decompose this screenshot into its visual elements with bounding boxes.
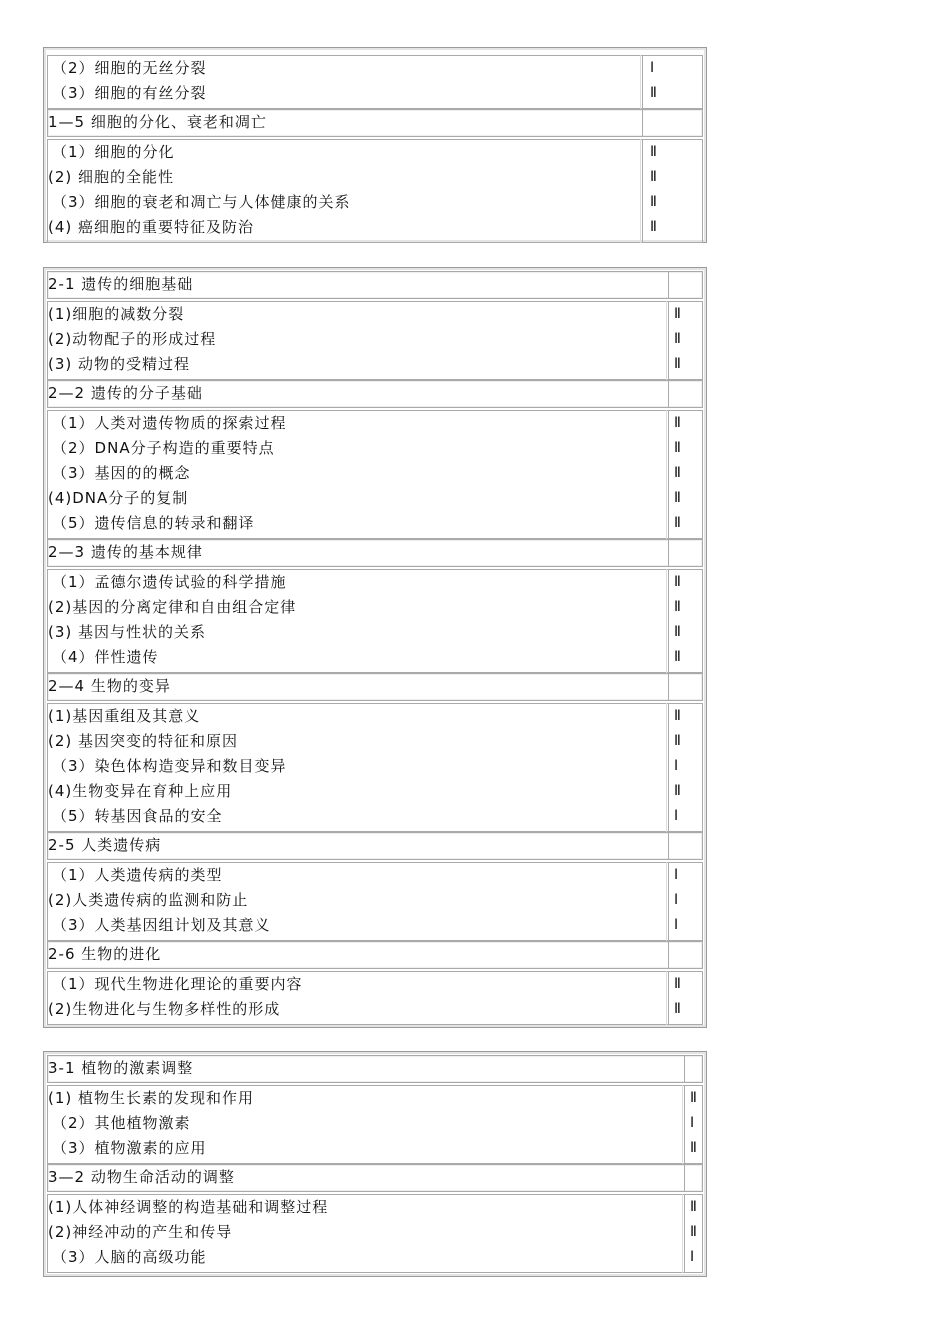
section-title: 2—2 遗传的分子基础 [48,384,203,402]
requirement-level: Ⅰ [674,758,679,774]
topic-text: (2)动物配子的形成过程 [48,330,217,348]
section-items [47,862,703,941]
requirement-level: Ⅱ [690,1224,697,1240]
topic-text: （1）现代生物进化理论的重要内容 [52,975,303,993]
requirement-level: Ⅱ [690,1090,697,1106]
requirement-level: Ⅱ [674,624,681,640]
requirement-level: Ⅱ [690,1140,697,1156]
topic-text: （2）DNA分子构造的重要特点 [52,439,275,457]
requirement-level: Ⅰ [674,892,679,908]
section-header [47,380,703,408]
syllabus-row [48,352,702,377]
requirement-level: Ⅱ [650,144,657,160]
section-items [47,569,703,673]
topic-text: （5）转基因食品的安全 [52,807,223,825]
syllabus-table-1 [43,47,707,243]
topic-text: (1)基因重组及其意义 [48,707,201,725]
syllabus-row [48,972,702,997]
syllabus-row [48,81,702,106]
requirement-level: Ⅱ [650,169,657,185]
topic-text: （3）染色体构造变异和数目变异 [52,757,287,775]
requirement-level: Ⅱ [674,306,681,322]
requirement-level: Ⅱ [674,976,681,992]
syllabus-row [48,215,702,240]
topic-text: (2)人类遗传病的监测和防止 [48,891,249,909]
section-items [47,301,703,380]
topic-text: （1）人类遗传病的类型 [52,866,223,884]
requirement-level: Ⅱ [674,599,681,615]
syllabus-row [48,645,702,670]
topic-text: （3）细胞的有丝分裂 [52,84,207,102]
syllabus-row [48,56,702,81]
topic-text: (4)DNA分子的复制 [48,489,189,507]
syllabus-row [48,1136,702,1161]
section-title: 2-5 人类遗传病 [48,836,162,854]
section-items [47,1085,703,1164]
syllabus-row [48,1245,702,1270]
syllabus-row [48,1111,702,1136]
requirement-level: Ⅱ [674,440,681,456]
syllabus-row [48,704,702,729]
syllabus-row [48,1086,702,1111]
syllabus-row [48,1220,702,1245]
requirement-level: Ⅱ [674,649,681,665]
syllabus-row [48,486,702,511]
topic-text: (2)基因的分离定律和自由组合定律 [48,598,297,616]
syllabus-row [48,913,702,938]
requirement-level: Ⅱ [674,331,681,347]
syllabus-row [48,997,702,1022]
topic-text: （1）孟德尔遗传试验的科学措施 [52,573,287,591]
section-header [47,941,703,969]
topic-text: (2)神经冲动的产生和传导 [48,1223,233,1241]
topic-text: (1)人体神经调整的构造基础和调整过程 [48,1198,329,1216]
syllabus-row [48,411,702,436]
topic-text: (2) 细胞的全能性 [48,168,175,186]
section-title: 3—2 动物生命活动的调整 [48,1168,235,1186]
syllabus-row [48,888,702,913]
requirement-level: Ⅱ [650,85,657,101]
section-items [47,139,703,243]
syllabus-row [48,570,702,595]
requirement-level: Ⅰ [674,867,679,883]
topic-text: (4) 癌细胞的重要特征及防治 [48,218,255,236]
topic-text: （3）人脑的高级功能 [52,1248,207,1266]
syllabus-row [48,165,702,190]
section-title: 2—4 生物的变异 [48,677,171,695]
topic-text: (2) 基因突变的特征和原因 [48,732,239,750]
section-items [47,1194,703,1273]
topic-text: (1)细胞的减数分裂 [48,305,185,323]
requirement-level: Ⅱ [690,1199,697,1215]
topic-text: (1) 植物生长素的发现和作用 [48,1089,255,1107]
section-header [47,673,703,701]
requirement-level: Ⅰ [674,917,679,933]
requirement-level: Ⅱ [650,194,657,210]
section-title: 1—5 细胞的分化、衰老和凋亡 [48,113,267,131]
topic-text: （1）细胞的分化 [52,143,175,161]
topic-text: (4)生物变异在育种上应用 [48,782,233,800]
section-items [47,410,703,539]
topic-text: （3）植物激素的应用 [52,1139,207,1157]
syllabus-row [48,302,702,327]
syllabus-row [48,620,702,645]
syllabus-row [48,779,702,804]
requirement-level: Ⅱ [674,574,681,590]
section-header [47,539,703,567]
syllabus-table-2 [43,267,707,1028]
topic-text: （3）人类基因组计划及其意义 [52,916,271,934]
topic-text: (2)生物进化与生物多样性的形成 [48,1000,281,1018]
syllabus-table-3 [43,1051,707,1277]
syllabus-row [48,140,702,165]
topic-text: （5）遗传信息的转录和翻译 [52,514,255,532]
requirement-level: Ⅱ [674,1001,681,1017]
section-header [47,1055,703,1083]
requirement-level: Ⅰ [690,1115,695,1131]
topic-text: （2）细胞的无丝分裂 [52,59,207,77]
requirement-level: Ⅱ [650,219,657,235]
syllabus-row [48,461,702,486]
requirement-level: Ⅱ [674,490,681,506]
topic-text: （3）基因的的概念 [52,464,191,482]
requirement-level: Ⅰ [690,1249,695,1265]
syllabus-row [48,754,702,779]
section-title: 2-6 生物的进化 [48,945,162,963]
topic-text: （2）其他植物激素 [52,1114,191,1132]
syllabus-row [48,729,702,754]
syllabus-row [48,863,702,888]
syllabus-row [48,436,702,461]
section-header [47,109,703,137]
section-title: 2—3 遗传的基本规律 [48,543,203,561]
syllabus-row [48,327,702,352]
syllabus-row [48,190,702,215]
syllabus-row [48,595,702,620]
topic-text: (3) 基因与性状的关系 [48,623,207,641]
section-header [47,832,703,860]
requirement-level: Ⅱ [674,515,681,531]
section-items [47,703,703,832]
topic-text: （1）人类对遗传物质的探索过程 [52,414,287,432]
section-title: 3-1 植物的激素调整 [48,1059,194,1077]
section-title: 2-1 遗传的细胞基础 [48,275,194,293]
requirement-level: Ⅱ [674,733,681,749]
section-items [47,55,703,109]
requirement-level: Ⅰ [650,60,655,76]
topic-text: （3）细胞的衰老和凋亡与人体健康的关系 [52,193,351,211]
requirement-level: Ⅱ [674,415,681,431]
syllabus-row [48,511,702,536]
syllabus-row [48,1195,702,1220]
requirement-level: Ⅱ [674,708,681,724]
topic-text: (3) 动物的受精过程 [48,355,191,373]
requirement-level: Ⅱ [674,356,681,372]
section-header [47,271,703,299]
syllabus-row [48,804,702,829]
requirement-level: Ⅱ [674,465,681,481]
topic-text: （4）伴性遗传 [52,648,159,666]
section-items [47,971,703,1025]
section-header [47,1164,703,1192]
requirement-level: Ⅰ [674,808,679,824]
requirement-level: Ⅱ [674,783,681,799]
